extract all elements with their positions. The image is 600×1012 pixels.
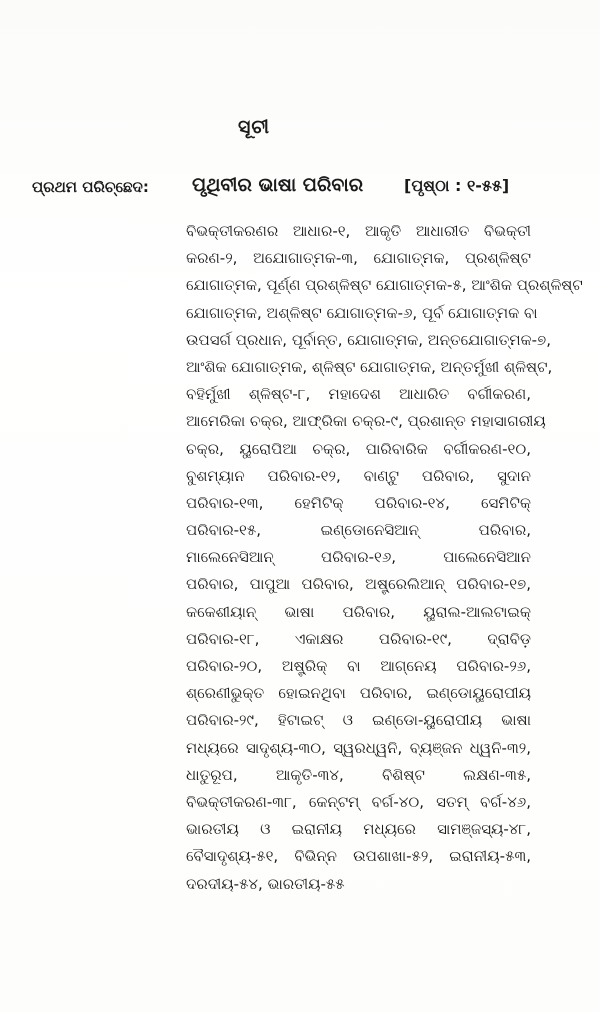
topic-line: ଆମେରିକା ଚକ୍ର, ଆଫ୍ରିକା ଚକ୍ର-୯, ପ୍ରଶାନ୍ତ ମହାସାଗରୀୟ: [186, 412, 546, 431]
topic-line: ବିଭକ୍ତୀକରଣର ଆଧାର-୧, ଆକୃତି ଆଧାରୀତ ବିଭକ୍ତୀ: [186, 222, 531, 240]
chapter-heading: [32, 172, 572, 202]
topic-line: ଚକ୍ର, ୟୁରୋପିଆ ଚକ୍ର, ପାରିବାରିକ ବର୍ଗୀକରଣ-୧୦,: [186, 439, 531, 458]
topic-line: ମଧ୍ୟରେ ସାଦୃଶ୍ୟ-୩୦, ସ୍ୱରଧ୍ୱନି, ବ୍ୟଞ୍ଜନ ଧ୍ୱନି-୩୨,: [186, 738, 531, 757]
page-title: ସୂଚୀ: [238, 116, 271, 138]
chapter-page-range: [ପୃଷ୍ଠା : ୧-୫୫]: [404, 176, 510, 195]
topic-line: ଆଂଶିକ ଯୋଗାତ୍ମକ, ଶ୍ଳିଷ୍ଟ ଯୋଗାତ୍ମକ, ଅନ୍ତର୍ମୁଖୀ ଶ୍ଳିଷ୍ଟ,: [186, 357, 553, 376]
topic-line: ଭାରତୀୟ ଓ ଇରାନୀୟ ମଧ୍ୟରେ ସାମଞ୍ଜସ୍ୟ-୪୮,: [186, 820, 531, 839]
topic-line: ଦରଦୀୟ-୫୪, ଭାରତୀୟ-୫୫: [186, 874, 345, 893]
topic-line: ଶ୍ରେଣୀଭୁକ୍ତ ହୋଇନଥିବା ପରିବାର, ଇଣ୍ଡୋୟୁରୋପୀୟ: [186, 684, 531, 703]
topic-line: ପରିବାର-୧୩, ହେମିଟିକ୍ ପରିବାର-୧୪, ସେମିଟିକ୍: [186, 493, 531, 512]
topic-line: କରଣ-୨, ଅଯୋଗାତ୍ମକ-୩, ଯୋଗାତ୍ମକ, ପ୍ରଶ୍ଳିଷ୍ଟ: [186, 249, 531, 268]
topic-line: ପରିବାର, ପାପୁଆ ପରିବାର, ଅଷ୍ଟ୍ରେଲିଆନ୍ ପରିବାର-୧୭,: [186, 575, 531, 594]
topic-line: ପରିବାର-୨୦, ଅଷ୍ଟ୍ରିକ୍ ବା ଆଗ୍ନେୟ ପରିବାର-୨୬,: [186, 657, 531, 675]
topic-line: ପରିବାର-୨୯, ହିଟାଇଟ୍ ଓ ଇଣ୍ଡୋ-ୟୁରୋପୀୟ ଭାଷା: [186, 711, 531, 730]
topic-line: ପରିବାର-୧୫, ଇଣ୍ଡୋନେସିଆନ୍ ପରିବାର,: [186, 521, 531, 540]
topic-line: ବିଭକ୍ତୀକରଣ-୩୮, କେନ୍ଟମ୍ ବର୍ଗ-୪୦, ସତମ୍ ବର୍ଗ-୪୬,: [186, 792, 531, 811]
topic-line: ବୈସାଦୃଶ୍ୟ-୫୧, ବିଭିନ୍ନ ଉପଶାଖା-୫୨, ଇରାନୀୟ-୫୩,: [186, 847, 531, 866]
topic-line: ବୁଶମ୍ୟାନ ପରିବାର-୧୨, ବାଣ୍ଟୁ ପରିବାର, ସୁଦାନ: [186, 466, 531, 485]
chapter-topics: [186, 218, 583, 898]
chapter-title: ପୃଥିବୀର ଭାଷା ପରିବାର: [192, 174, 364, 196]
chapter-label: ପ୍ରଥମ ପରିଚ୍ଛେଦ:: [32, 178, 149, 196]
topic-line: ପରିବାର-୧୮, ଏକାକ୍ଷର ପରିବାର-୧୯, ଦ୍ରାବିଡ଼: [186, 629, 531, 648]
topic-line: ଧାତୁରୂପ, ଆକୃତି-୩୪, ବିଶିଷ୍ଟ ଲକ୍ଷଣ-୩୫,: [186, 765, 531, 784]
topic-line: ମାଲେନେସିଆନ୍ ପରିବାର-୧୬, ପାଲେନେସିଆନ: [186, 548, 531, 567]
topic-line: ଯୋଗାତ୍ମକ, ଅଶ୍ଳିଷ୍ଟ ଯୋଗାତ୍ମକ-୬, ପୂର୍ବ ଯୋଗାତ୍ମକ ବା: [186, 303, 538, 322]
topic-line: କକେଶୀୟାନ୍ ଭାଷା ପରିବାର, ୟୁରାଲ-ଆଲଟାଇକ୍: [186, 602, 531, 621]
topic-line: ଉପସର୍ଗ ପ୍ରଧାନ, ପୂର୍ବାନ୍ତ, ଯୋଗାତ୍ମକ, ଅନ୍ତଯୋଗାତ୍ମକ-୭,: [186, 330, 552, 349]
topic-line: ଯୋଗାତ୍ମକ, ପୂର୍ଣ୍ଣ ପ୍ରଶ୍ଳିଷ୍ଟ ଯୋଗାତ୍ମକ-୫, ଆଂଶିକ ପ୍ରଶ୍ଳିଷ୍ଟ: [186, 276, 583, 295]
topic-line: ବହିର୍ମୁଖୀ ଶ୍ଳିଷ୍ଟ-୮, ମହାଦେଶ ଆଧାରିତ ବର୍ଗୀକରଣ,: [186, 385, 531, 404]
